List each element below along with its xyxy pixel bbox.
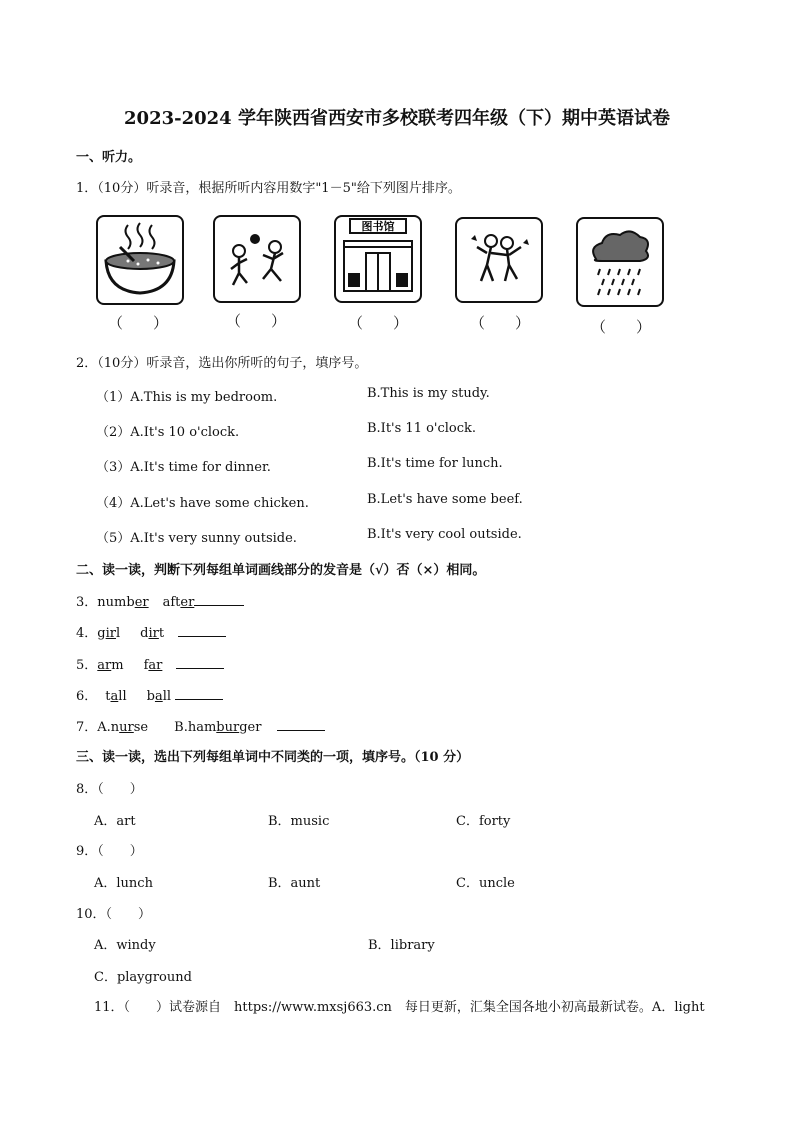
q9-option-b: B．aunt [268, 876, 321, 891]
word-hamburger: B.hamburger [174, 720, 262, 735]
answer-blank[interactable] [194, 593, 244, 606]
question-7 [76, 716, 325, 735]
section-heading-pronunciation: 二、读一读，判断下列每组单词画线部分的发音是（√）否（×）相同。 [76, 563, 486, 578]
q2-item-2-option-a: （2）A.It's 10 o'clock. [96, 425, 240, 440]
question-2-stem: 2．（10分）听录音，选出你所听的句子，填序号。 [76, 356, 368, 371]
q2-item-4-option-b: B.Let's have some beef. [367, 492, 523, 507]
children-playing-ball-picture [213, 215, 301, 303]
q8-option-a: A．art [94, 814, 136, 829]
word-nurse: nurse [110, 720, 149, 735]
q10-option-b: B．library [368, 938, 435, 953]
q2-item-1-option-b: B.This is my study. [367, 386, 490, 401]
word-number: number [97, 595, 149, 610]
q10-option-a: A．windy [94, 938, 156, 953]
question-6 [76, 685, 223, 704]
question-9-stem: 9．（ ） [76, 844, 143, 859]
question-10-stem: 10．（ ） [76, 907, 152, 922]
question-4 [76, 622, 226, 641]
question-3 [76, 591, 244, 610]
question-number: 6． [76, 689, 98, 704]
rain-cloud-picture [576, 217, 664, 307]
word-tall: tall [105, 689, 127, 704]
q10-option-c: C．playground [94, 970, 192, 985]
question-11-stem: 11．（ ）试卷源自 https://www.mxsj663.cn 每日更新，汇集全国各地小初高最新试卷。A．light [94, 1000, 705, 1015]
page-title: 2023-2024 学年陕西省西安市多校联考四年级（下）期中英语试卷 [124, 108, 670, 129]
word-dirt: dirt [140, 626, 165, 641]
q2-item-2-option-b: B.It's 11 o'clock. [367, 421, 477, 436]
q9-option-a: A．lunch [94, 876, 153, 891]
q2-item-1-option-a: （1）A.This is my bedroom. [96, 390, 278, 405]
answer-blank[interactable] [277, 718, 325, 731]
word-far: far [143, 658, 163, 673]
question-number: 7．A. [76, 720, 111, 735]
q2-item-3-option-a: （3）A.It's time for dinner. [96, 460, 271, 475]
q9-option-c: C．uncle [456, 876, 515, 891]
answer-blank-picture-3[interactable]: （ ） [348, 314, 409, 332]
question-8-stem: 8．（ ） [76, 782, 143, 797]
children-dancing-picture [455, 217, 543, 303]
question-5 [76, 654, 224, 673]
library-building-picture [334, 215, 422, 303]
question-number: 5． [76, 658, 98, 673]
answer-blank[interactable] [175, 687, 223, 700]
q2-item-5-option-a: （5）A.It's very sunny outside. [96, 531, 297, 546]
answer-blank[interactable] [178, 624, 226, 637]
question-1-stem: 1．（10分）听录音，根据所听内容用数字"1－5"给下列图片排序。 [76, 181, 461, 196]
section-heading-listening: 一、听力。 [76, 150, 142, 165]
soup-bowl-picture [96, 215, 184, 305]
answer-blank-picture-5[interactable]: （ ） [591, 318, 652, 336]
answer-blank-picture-2[interactable]: （ ） [226, 312, 287, 330]
question-number: 4． [76, 626, 98, 641]
answer-blank-picture-4[interactable]: （ ） [470, 314, 531, 332]
answer-blank[interactable] [176, 656, 224, 669]
question-number: 3． [76, 595, 98, 610]
q8-option-b: B．music [268, 814, 330, 829]
section-heading-odd-one-out: 三、读一读，选出下列每组单词中不同类的一项，填序号。（10 分） [76, 750, 470, 765]
word-ball: ball [146, 689, 172, 704]
library-sign-text: 图书馆 [361, 220, 395, 233]
word-after: after [162, 595, 195, 610]
q2-item-4-option-a: （4）A.Let's have some chicken. [96, 496, 309, 511]
q2-item-5-option-b: B.It's very cool outside. [367, 527, 522, 542]
word-arm: arm [97, 658, 124, 673]
answer-blank-picture-1[interactable]: （ ） [108, 314, 169, 332]
word-girl: girl [97, 626, 121, 641]
q2-item-3-option-b: B.It's time for lunch. [367, 456, 503, 471]
q8-option-c: C．forty [456, 814, 511, 829]
